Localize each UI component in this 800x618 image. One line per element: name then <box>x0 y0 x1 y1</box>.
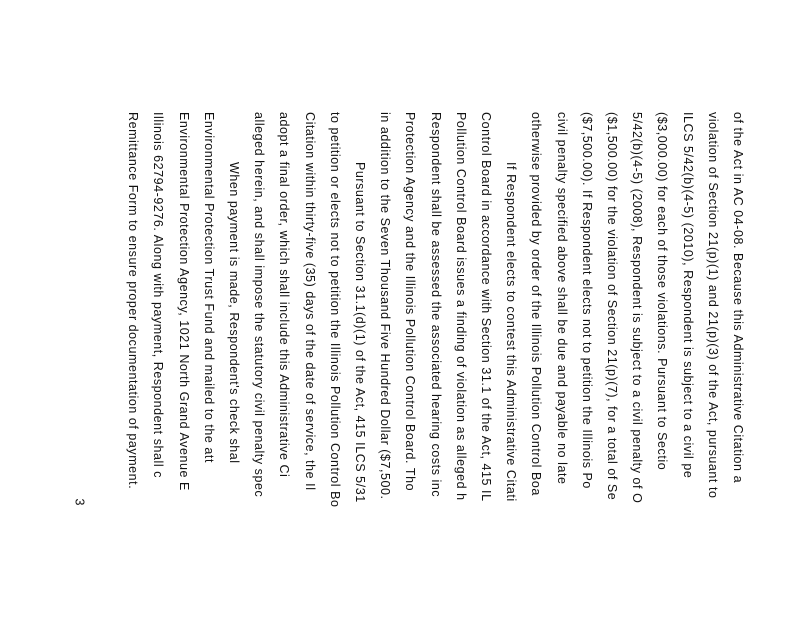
text-line: Environmental Protection Agency, 1021 North Grand Avenue E <box>176 112 191 491</box>
text-line: Pollution Control Board issues a finding of violation as alleged h <box>453 112 468 501</box>
text-line: to petition or elects not to petition the Illinois Pollution Control Bo <box>327 112 342 508</box>
text-line: Remittance Form to ensure proper documentation of payment. <box>126 112 141 490</box>
text-line: ($3,000.00) for each of those violations. Pursuant to Sectio <box>655 112 670 471</box>
text-line: Control Board in accordance with Section 31.1 of the Act, 415 IL <box>478 112 493 502</box>
text-line: 5/42(b)(4-5) (2008), Respondent is subject to a civil penalty of O <box>630 112 645 504</box>
text-line: alleged herein, and shall impose the statutory civil penalty spec <box>252 112 267 498</box>
text-line: Pursuant to Section 31.1(d)(1) of the Act, 415 ILCS 5/31 <box>352 162 367 503</box>
text-line: otherwise provided by order of the Illinois Pollution Control Boa <box>529 112 544 496</box>
text-line: adopt a final order, which shall include this Administrative Ci <box>277 112 292 478</box>
text-line: If Respondent elects to contest this Administrative Citati <box>504 162 519 502</box>
text-line: Protection Agency and the Illinois Pollution Control Board. Tho <box>403 112 418 492</box>
text-line: ILCS 5/42(b)(4-5) (2010), Respondent is subject to a civil pe <box>680 112 695 479</box>
page-number: 3 <box>72 498 87 506</box>
text-line: of the Act in AC 04-08. Because this Administrative Citation a <box>731 112 745 484</box>
text-line: civil penalty specified above shall be due and payable no late <box>554 112 569 485</box>
text-line: When payment is made, Respondent's check shal <box>226 162 241 464</box>
text-line: Illinois 62794-9276. Along with payment, Respondent shall c <box>151 112 166 478</box>
text-line: violation of Section 21(p)(1) and 21(p)(3) of the Act, pursuant to <box>705 112 720 499</box>
text-line: ($1,500.00) for the violation of Section 21(p)(7), for a total of Se <box>604 112 619 501</box>
text-line: Environmental Protection Trust Fund and mailed to the att <box>201 112 216 463</box>
text-line: in addition to the Seven Thousand Five Hundred Dollar ($7,500. <box>378 112 393 500</box>
text-line: Respondent shall be assessed the associated hearing costs inc <box>428 112 443 498</box>
rotated-text-block <box>120 112 750 618</box>
text-line: ($7,500.00). If Respondent elects not to petition the Illinois Po <box>579 112 594 489</box>
text-line: Citation within thirty-five (35) days of the date of service, the Il <box>302 112 317 491</box>
